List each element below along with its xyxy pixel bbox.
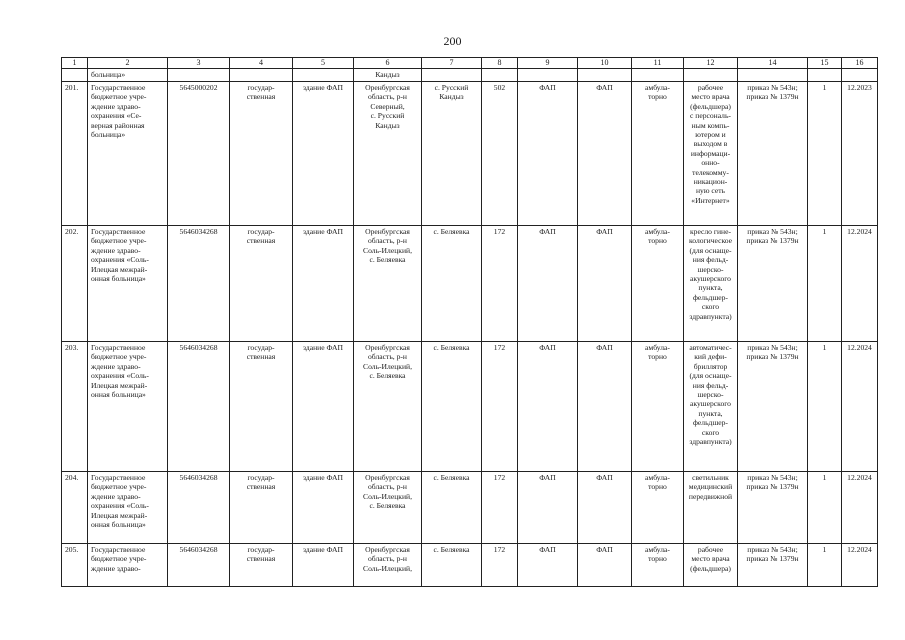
- cell-equipment: кресло гине- кологическое (для оснаще- ния фельд- шерско- акушерского пункта, фельдшер- ского здравпункта): [684, 226, 738, 342]
- cell-empty: [230, 69, 293, 82]
- cell-address: Оренбургская область, р-н Соль-Илецкий, с. Беляевка: [354, 226, 422, 342]
- cell-locality: с. Беляевка: [422, 342, 482, 472]
- cell-quantity: 1: [808, 226, 842, 342]
- table-body: [62, 58, 878, 587]
- cell-order: приказ № 543н; приказ № 1379н: [738, 472, 808, 544]
- column-number: 12: [684, 58, 738, 69]
- cell-address: Оренбургская область, р-н Соль-Илецкий,: [354, 544, 422, 587]
- cell-equipment: автоматичес- кий дефи- бриллятор (для оснаще- ния фельд- шерско- акушерского пункта, фельдшер- ского здравпункта): [684, 342, 738, 472]
- cell-locality: с. Русский Кандыз: [422, 82, 482, 226]
- cell-date: 12.2024: [842, 342, 878, 472]
- column-number: 8: [482, 58, 518, 69]
- cell-order: приказ № 543н; приказ № 1379н: [738, 342, 808, 472]
- cell-date: 12.2023: [842, 82, 878, 226]
- cell-quantity: 1: [808, 472, 842, 544]
- cell-empty: [842, 69, 878, 82]
- cell-inn: 5645000202: [168, 82, 230, 226]
- registry-table: [61, 57, 878, 587]
- cell-inn: 5646034268: [168, 472, 230, 544]
- cell-type-2: ФАП: [578, 226, 632, 342]
- cell-locality: с. Беляевка: [422, 472, 482, 544]
- cell-ownership: государ- ственная: [230, 226, 293, 342]
- table-row: [62, 82, 878, 226]
- cell-organization: Государственное бюджетное учре- ждение здраво- охранения «Соль- Илецкая межрай- онная больница»: [88, 226, 168, 342]
- cell-address: Кандыз: [354, 69, 422, 82]
- cell-quantity: 1: [808, 82, 842, 226]
- cell-quantity: 1: [808, 544, 842, 587]
- cell-date: 12.2024: [842, 544, 878, 587]
- cell-population: 172: [482, 544, 518, 587]
- column-number: 7: [422, 58, 482, 69]
- column-number: 3: [168, 58, 230, 69]
- cell-order: приказ № 543н; приказ № 1379н: [738, 82, 808, 226]
- cell-building: здание ФАП: [293, 342, 354, 472]
- cell-type-2: ФАП: [578, 544, 632, 587]
- cell-locality: с. Беляевка: [422, 544, 482, 587]
- cell-address: Оренбургская область, р-н Северный, с. Русский Кандыз: [354, 82, 422, 226]
- cell-date: 12.2024: [842, 226, 878, 342]
- column-number: 15: [808, 58, 842, 69]
- cell-empty: [518, 69, 578, 82]
- cell-row-number: 203.: [62, 342, 88, 472]
- cell-care-type: амбула- торно: [632, 82, 684, 226]
- column-number: 16: [842, 58, 878, 69]
- table-row: [62, 544, 878, 587]
- column-number: 14: [738, 58, 808, 69]
- cell-empty: [482, 69, 518, 82]
- cell-organization: Государственное бюджетное учре- ждение здраво- охранения «Соль- Илецкая межрай- онная больница»: [88, 472, 168, 544]
- cell-empty: [684, 69, 738, 82]
- cell-population: 172: [482, 342, 518, 472]
- cell-care-type: амбула- торно: [632, 226, 684, 342]
- cell-empty: [632, 69, 684, 82]
- cell-building: здание ФАП: [293, 472, 354, 544]
- cell-address: Оренбургская область, р-н Соль-Илецкий, с. Беляевка: [354, 342, 422, 472]
- cell-empty: [808, 69, 842, 82]
- column-numbers-row: [62, 58, 878, 69]
- column-number: 6: [354, 58, 422, 69]
- cell-quantity: 1: [808, 342, 842, 472]
- cell-care-type: амбула- торно: [632, 342, 684, 472]
- cell-empty: [168, 69, 230, 82]
- cell-row-number: 202.: [62, 226, 88, 342]
- cell-type-1: ФАП: [518, 544, 578, 587]
- cell-ownership: государ- ственная: [230, 342, 293, 472]
- cell-population: 502: [482, 82, 518, 226]
- column-number: 9: [518, 58, 578, 69]
- cell-type-1: ФАП: [518, 342, 578, 472]
- page-number: 200: [443, 34, 462, 48]
- column-number: 4: [230, 58, 293, 69]
- cell-empty: [578, 69, 632, 82]
- continuation-row: [62, 69, 878, 82]
- cell-inn: 5646034268: [168, 226, 230, 342]
- cell-equipment: рабочее место врача (фельдшера) с персональ- ным компь- ютером и выходом в информаци- онно- телекомму- никацион- ную сеть «Интернет»: [684, 82, 738, 226]
- cell-type-1: ФАП: [518, 82, 578, 226]
- cell-row-number: 204.: [62, 472, 88, 544]
- table-row: [62, 472, 878, 544]
- cell-empty: [422, 69, 482, 82]
- column-number: 5: [293, 58, 354, 69]
- cell-type-1: ФАП: [518, 226, 578, 342]
- cell-type-1: ФАП: [518, 472, 578, 544]
- cell-row-number: 201.: [62, 82, 88, 226]
- cell-empty: [738, 69, 808, 82]
- table-row: [62, 342, 878, 472]
- cell-order: приказ № 543н; приказ № 1379н: [738, 226, 808, 342]
- cell-organization: Государственное бюджетное учре- ждение здраво-: [88, 544, 168, 587]
- cell-equipment: светильник медицинский передвижной: [684, 472, 738, 544]
- cell-organization: Государственное бюджетное учре- ждение здраво- охранения «Соль- Илецкая межрай- онная больница»: [88, 342, 168, 472]
- cell-inn: 5646034268: [168, 342, 230, 472]
- column-number: 10: [578, 58, 632, 69]
- cell-date: 12.2024: [842, 472, 878, 544]
- cell-population: 172: [482, 472, 518, 544]
- cell-ownership: государ- ственная: [230, 544, 293, 587]
- cell-type-2: ФАП: [578, 82, 632, 226]
- cell-locality: с. Беляевка: [422, 226, 482, 342]
- cell-address: Оренбургская область, р-н Соль-Илецкий, с. Беляевка: [354, 472, 422, 544]
- cell-organization: больница»: [88, 69, 168, 82]
- column-number: 11: [632, 58, 684, 69]
- cell-ownership: государ- ственная: [230, 472, 293, 544]
- cell-type-2: ФАП: [578, 342, 632, 472]
- cell-building: здание ФАП: [293, 226, 354, 342]
- cell-order: приказ № 543н; приказ № 1379н: [738, 544, 808, 587]
- cell-population: 172: [482, 226, 518, 342]
- cell-building: здание ФАП: [293, 82, 354, 226]
- table-row: [62, 226, 878, 342]
- cell-empty: [62, 69, 88, 82]
- cell-row-number: 205.: [62, 544, 88, 587]
- cell-care-type: амбула- торно: [632, 472, 684, 544]
- cell-equipment: рабочее место врача (фельдшера): [684, 544, 738, 587]
- cell-organization: Государственное бюджетное учре- ждение здраво- охранения «Се- верная районная больница»: [88, 82, 168, 226]
- cell-type-2: ФАП: [578, 472, 632, 544]
- cell-building: здание ФАП: [293, 544, 354, 587]
- cell-inn: 5646034268: [168, 544, 230, 587]
- column-number: 2: [88, 58, 168, 69]
- cell-empty: [293, 69, 354, 82]
- cell-care-type: амбула- торно: [632, 544, 684, 587]
- column-number: 1: [62, 58, 88, 69]
- cell-ownership: государ- ственная: [230, 82, 293, 226]
